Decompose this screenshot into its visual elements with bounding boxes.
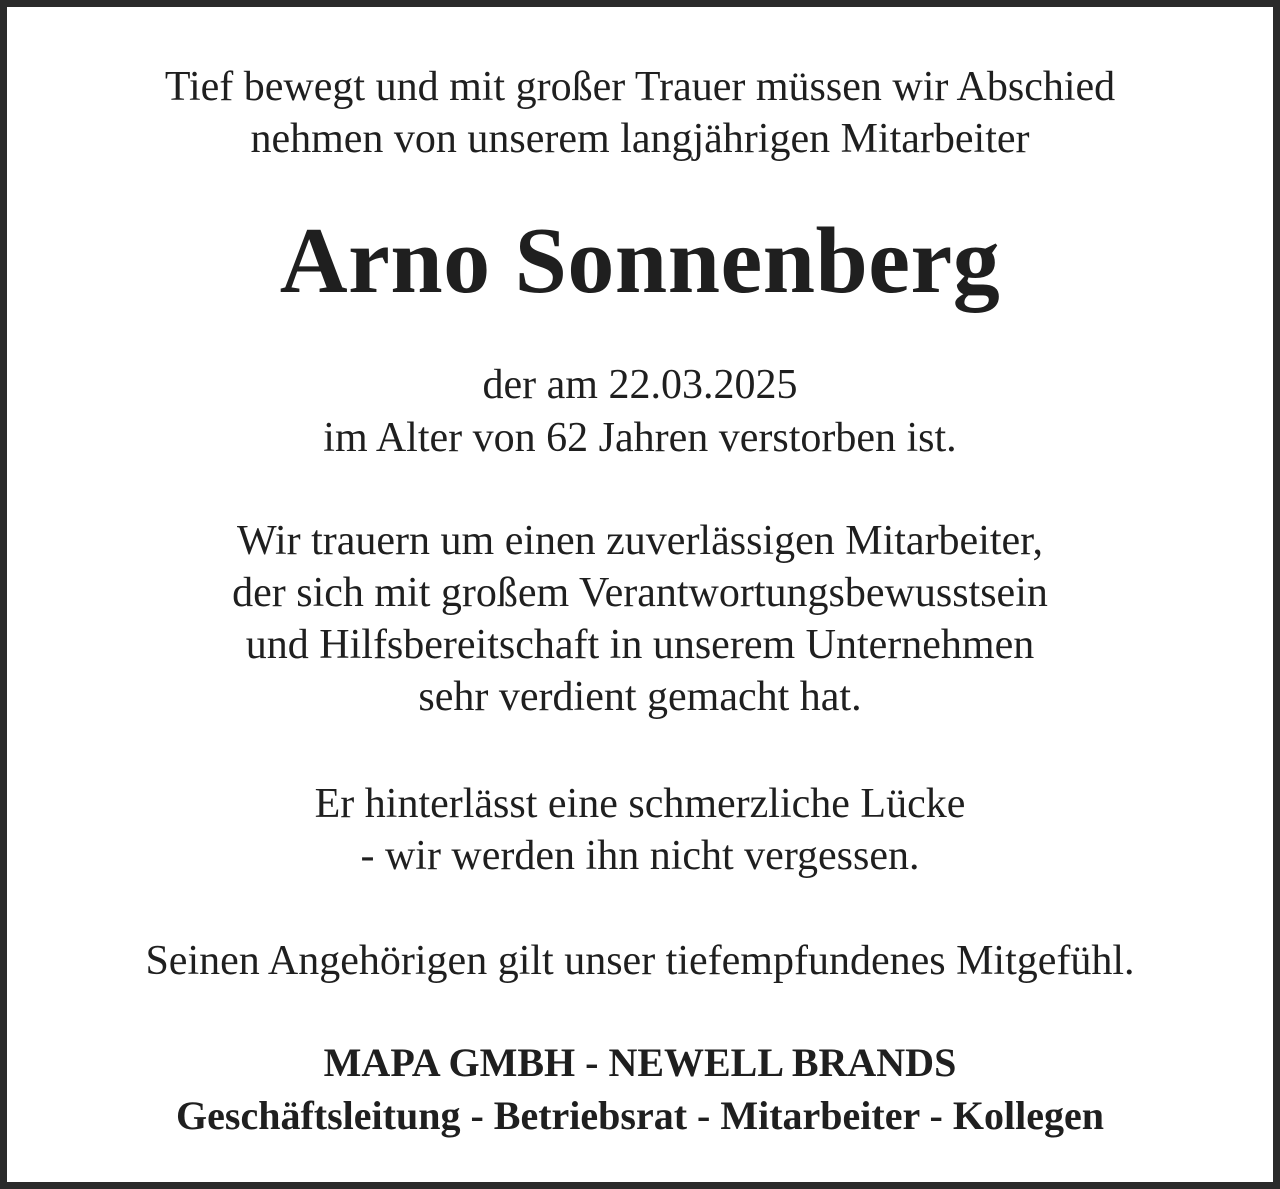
legacy-line-1: Er hinterlässt eine schmerzliche Lücke: [314, 781, 966, 827]
tribute-line-1: Wir trauern um einen zuverlässigen Mitarbeiter,: [237, 518, 1043, 564]
death-date-line: der am 22.03.2025: [482, 362, 798, 408]
condolence-line: Seinen Angehörigen gilt unser tiefempfundenes Mitgefühl.: [145, 938, 1135, 984]
signature-company: MAPA GMBH - NEWELL BRANDS: [323, 1040, 957, 1085]
deceased-name: Arno Sonnenberg: [279, 209, 1001, 313]
tribute-line-3: und Hilfsbereitschaft in unserem Unternehmen: [245, 622, 1035, 668]
tribute-line-2: der sich mit großem Verantwortungsbewusstsein: [232, 570, 1048, 616]
signature-groups: Geschäftsleitung - Betriebsrat - Mitarbeiter - Kollegen: [176, 1093, 1104, 1138]
intro-line-1: Tief bewegt und mit großer Trauer müssen wir Abschied: [164, 64, 1116, 110]
death-age-line: im Alter von 62 Jahren verstorben ist.: [323, 415, 957, 461]
intro-line-2: nehmen von unserem langjährigen Mitarbeiter: [250, 116, 1030, 162]
legacy-line-2: - wir werden ihn nicht vergessen.: [360, 833, 920, 879]
tribute-line-4: sehr verdient gemacht hat.: [418, 674, 862, 720]
